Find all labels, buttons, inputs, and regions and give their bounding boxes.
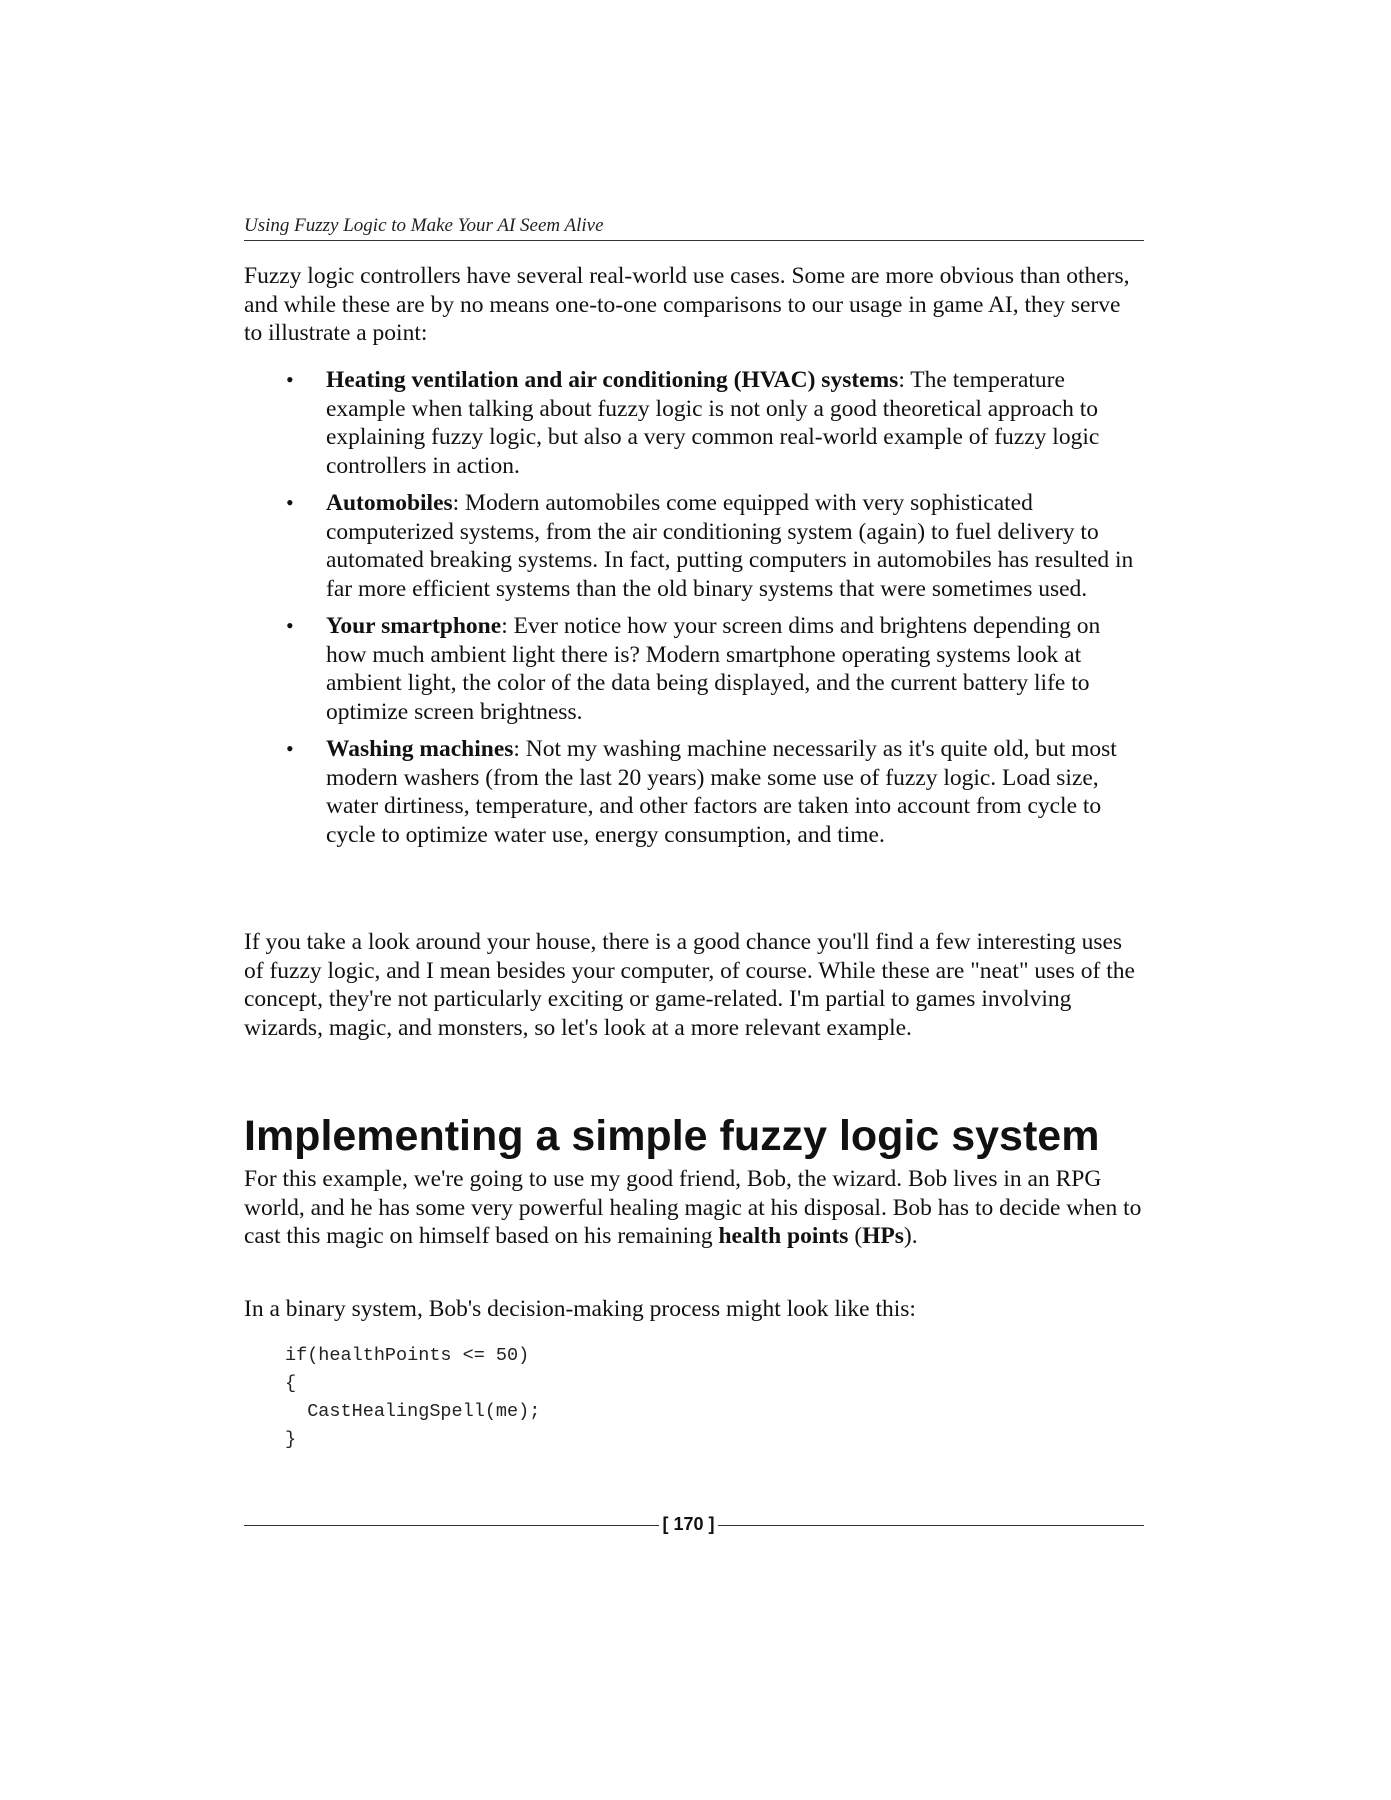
bullet-icon: • [286, 490, 294, 515]
bullet-icon: • [286, 736, 294, 761]
page-number: [ 170 ] [662, 1514, 715, 1534]
bob-wizard-paragraph [244, 1165, 1144, 1251]
list-item-term: Heating ventilation and air conditioning (HVAC) systems [326, 367, 899, 393]
binary-system-paragraph: In a binary system, Bob's decision-making process might look like this: [244, 1296, 916, 1322]
list-item-text: : Modern automobiles come equipped with very sophisticated computerized systems, from the air conditioning system (again) to fuel delivery to automated breaking systems. In fact, putting computers in automobiles has resulted in far more efficient systems than the old binary systems that were sometimes used. [326, 490, 1134, 602]
list-item [244, 735, 1144, 849]
footer-rule-left [244, 1525, 659, 1526]
list-item-text: : Not my washing machine necessarily as it's quite old, but most modern washers (from the last 20 years) make some use of fuzzy logic. Load size, water dirtiness, temperature, and other factors are taken into account from cycle to cycle to optimize water use, energy consumption, and time. [326, 736, 1117, 848]
list-item [244, 489, 1144, 603]
bullet-icon: • [286, 367, 294, 392]
list-item [244, 612, 1144, 726]
household-paragraph: If you take a look around your house, there is a good chance you'll find a few interesting uses of fuzzy logic, and I mean besides your computer, of course. While these are "neat" uses of the concept, they're not particularly exciting or game-related. I'm partial to games involving wizards, magic, and monsters, so let's look at a more relevant example. [244, 929, 1135, 1041]
intro-paragraph: Fuzzy logic controllers have several real-world use cases. Some are more obvious than others, and while these are by no means one-to-one comparisons to our usage in game AI, they serve to illustrate a point: [244, 263, 1130, 346]
list-item-text: : The temperature example when talking about fuzzy logic is not only a good theoretical approach to explaining fuzzy logic, but also a very common real-world example of fuzzy logic controllers in action. [326, 367, 1100, 479]
section-heading: Implementing a simple fuzzy logic system [244, 1112, 1100, 1160]
paren-open: ( [848, 1223, 863, 1249]
list-item-term: Washing machines [326, 736, 514, 762]
paren-close: ). [903, 1223, 918, 1249]
bullet-icon: • [286, 613, 294, 638]
hps-abbreviation: HPs [862, 1223, 904, 1249]
paragraph-text: For this example, we're going to use my good friend, Bob, the wizard. Bob lives in an RPG world, and he has some very powerful healing magic at his disposal. Bob has to decide when to cast this magic on himself based on his remaining [244, 1166, 1142, 1249]
footer-rule-right [718, 1525, 1144, 1526]
list-item [244, 366, 1144, 480]
list-item-term: Your smartphone [326, 613, 502, 639]
use-case-list [244, 366, 1144, 858]
running-header: Using Fuzzy Logic to Make Your AI Seem Alive [244, 215, 1144, 241]
list-item-text: : Ever notice how your screen dims and brightens depending on how much ambient light there is? Modern smartphone operating systems look at ambient light, the color of the data being displayed, and the current battery life to optimize screen brightness. [326, 613, 1101, 725]
health-points-term: health points [718, 1223, 849, 1249]
list-item-term: Automobiles [326, 490, 453, 516]
code-block: if(healthPoints <= 50) { CastHealingSpell(me); } [285, 1345, 541, 1450]
